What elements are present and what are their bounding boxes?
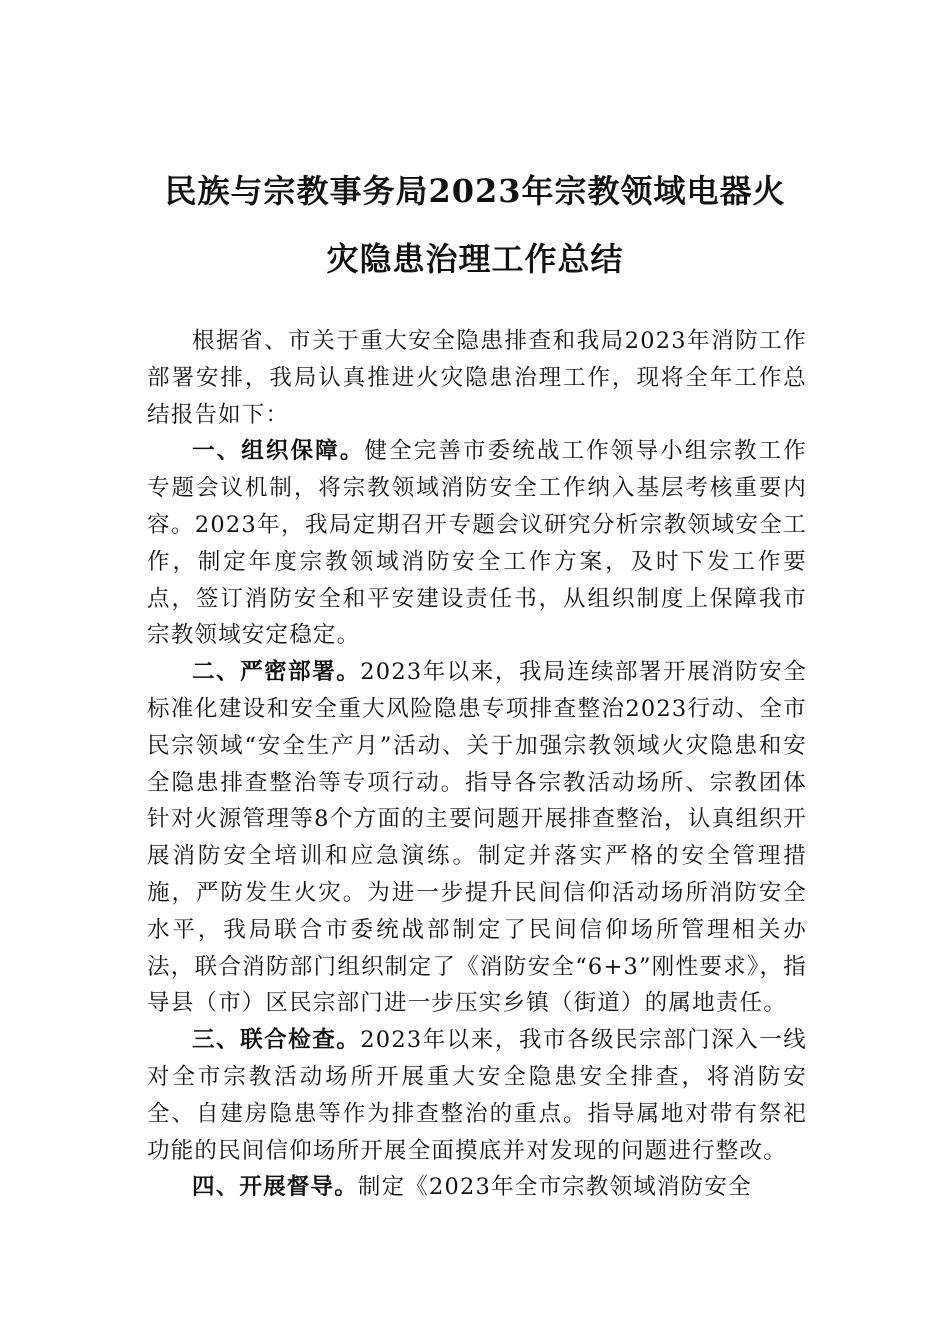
section-text-2: 2023年以来，我局连续部署开展消防安全标准化建设和安全重大风险隐患专项排查整治2023行动、全市民宗领域“安全生产月”活动、关于加强宗教领域火灾隐患和安全隐患排查整治等专项行动。指导各宗教活动场所、宗教团体针对火源管理等8个方面的主要问题开展排查整治，认真组织开展消防安全培训和应急演练。制定并落实严格的安全管理措施，严防发生火灾。为进一步提升民间信仰活动场所消防安全水平，我局联合市委统战部制定了民间信仰场所管理相关办法，联合消防部门组织制定了《消防安全“6+3”刚性要求》，指导县（市）区民宗部门进一步压实乡镇（街道）的属地责任。 [147, 659, 808, 1017]
section-heading-4: 四、开展督导。 [192, 1174, 358, 1201]
intro-paragraph: 根据省、市关于重大安全隐患排查和我局2023年消防工作部署安排，我局认真推进火灾隐患治理工作，现将全年工作总结报告如下： [147, 328, 807, 428]
section-heading-1: 一、组织保障。 [192, 438, 365, 465]
section-heading-3: 三、联合检查。 [192, 1027, 361, 1054]
section-text-3: 2023年以来，我市各级民宗部门深入一线对全市宗教活动场所开展重大安全隐患安全排查，将消防安全、自建房隐患等作为排查整治的重点。指导属地对带有祭祀功能的民间信仰场所开展全面摸底并对发现的问题进行整改。 [147, 1027, 808, 1164]
section-paragraph-4 [147, 1169, 807, 1206]
section-text-1: 健全完善市委统战工作领导小组宗教工作专题会议机制，将宗教领域消防安全工作纳入基层考核重要内容。2023年，我局定期召开专题会议研究分析宗教领域安全工作，制定年度宗教领域消防安全工作方案，及时下发工作要点，签订消防安全和平安建设责任书，从组织制度上保障我市宗教领域安定稳定。 [147, 438, 807, 649]
section-heading-2: 二、严密部署。 [192, 659, 361, 686]
document-title-line-2: 灾隐患治理工作总结 [326, 240, 624, 278]
section-paragraph-3 [147, 1022, 807, 1169]
section-text-4: 制定《2023年全市宗教领域消防安全 [357, 1174, 752, 1201]
document-title-line-1: 民族与宗教事务局2023年宗教领域电器火 [164, 172, 786, 210]
section-paragraph-2 [147, 654, 807, 1022]
section-paragraph-1 [147, 433, 807, 654]
document-body [147, 323, 807, 1206]
